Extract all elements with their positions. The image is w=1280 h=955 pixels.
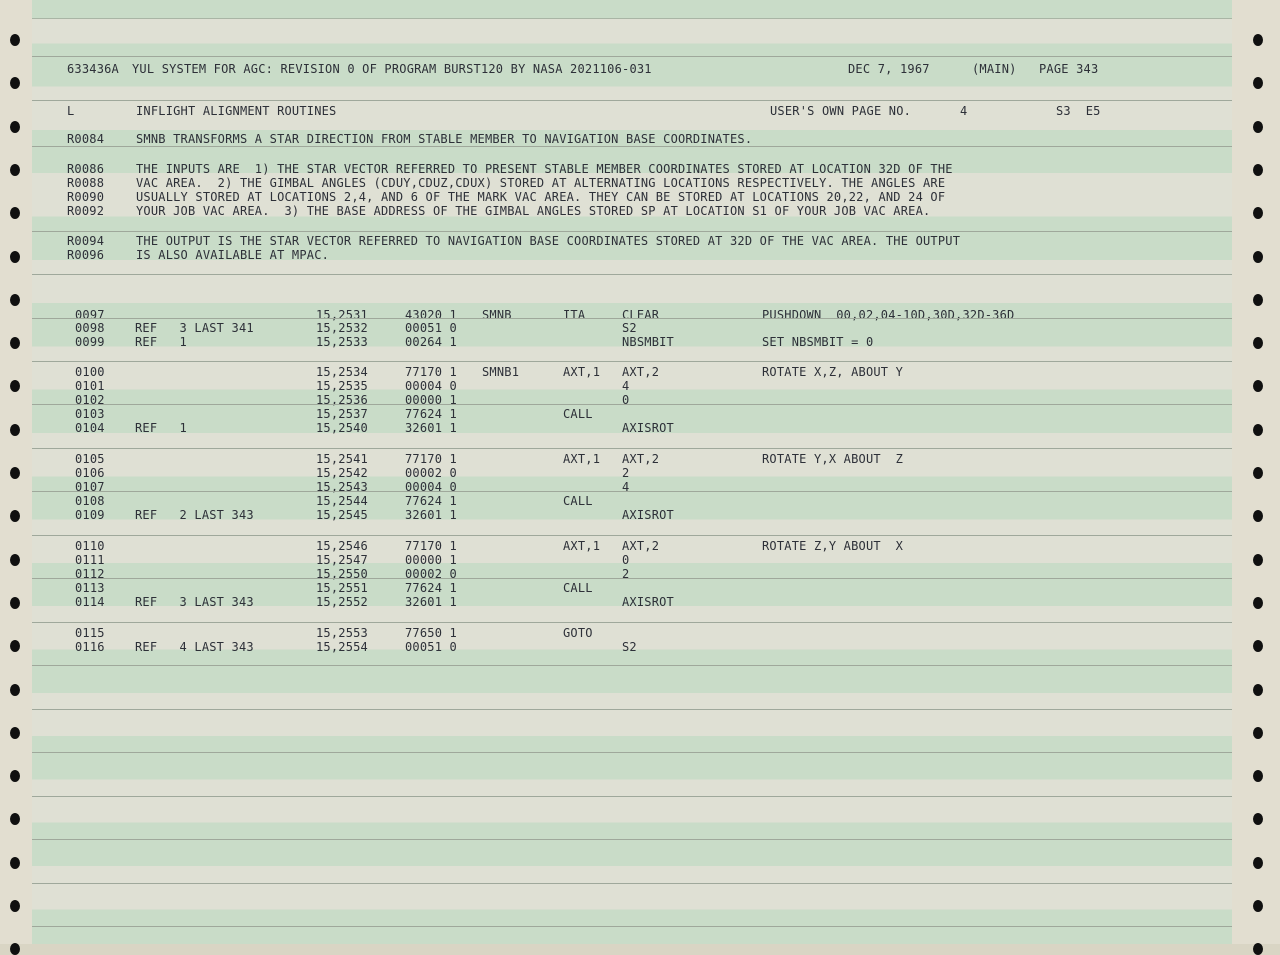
opcode: AXT,1 bbox=[563, 452, 601, 466]
line-number: 0116 bbox=[75, 640, 105, 654]
log-flag: L bbox=[67, 104, 75, 118]
address: 15,2546 bbox=[316, 539, 368, 553]
form-ruling bbox=[32, 448, 1232, 449]
form-ruling bbox=[32, 578, 1232, 579]
printout-page bbox=[32, 0, 1232, 944]
line-number: 0103 bbox=[75, 407, 105, 421]
remark-text: SMNB TRANSFORMS A STAR DIRECTION FROM STABLE MEMBER TO NAVIGATION BASE COORDINATES. bbox=[136, 132, 753, 146]
remark-text: VAC AREA. 2) THE GIMBAL ANGLES (CDUY,CDUZ,CDUX) STORED AT ALTERNATING LOCATIONS RESPECTIVELY. THE ANGLES ARE bbox=[136, 176, 946, 190]
octal-word: 00000 1 bbox=[405, 393, 457, 407]
tractor-hole bbox=[1253, 597, 1263, 609]
octal-word: 77624 1 bbox=[405, 494, 457, 508]
operand: 0 bbox=[622, 553, 630, 567]
remark-number: R0090 bbox=[67, 190, 105, 204]
opcode: CALL bbox=[563, 494, 593, 508]
form-ruling bbox=[32, 404, 1232, 405]
remark-text: YOUR JOB VAC AREA. 3) THE BASE ADDRESS OF THE GIMBAL ANGLES STORED SP AT LOCATION S1 OF YOUR JOB VAC AREA. bbox=[136, 204, 931, 218]
ref-note: REF 2 LAST 343 bbox=[135, 508, 254, 522]
line-number: 0112 bbox=[75, 567, 105, 581]
opcode: AXT,1 bbox=[563, 365, 601, 379]
octal-word: 77170 1 bbox=[405, 539, 457, 553]
address: 15,2534 bbox=[316, 365, 368, 379]
address: 15,2531 bbox=[316, 308, 368, 322]
line-number: 0109 bbox=[75, 508, 105, 522]
tractor-hole bbox=[1253, 943, 1263, 955]
octal-word: 00004 0 bbox=[405, 480, 457, 494]
tractor-hole bbox=[10, 164, 20, 176]
system-line: YUL SYSTEM FOR AGC: REVISION 0 OF PROGRAM BURST120 BY NASA 2021106-031 bbox=[132, 62, 652, 76]
operand: AXT,2 bbox=[622, 539, 660, 553]
tractor-hole bbox=[1253, 424, 1263, 436]
form-ruling bbox=[32, 231, 1232, 232]
tractor-hole bbox=[1253, 121, 1263, 133]
line-number: 0110 bbox=[75, 539, 105, 553]
operand: AXISROT bbox=[622, 421, 674, 435]
tractor-hole bbox=[10, 121, 20, 133]
address: 15,2550 bbox=[316, 567, 368, 581]
tractor-hole bbox=[1253, 684, 1263, 696]
octal-word: 77624 1 bbox=[405, 581, 457, 595]
tractor-hole bbox=[10, 294, 20, 306]
remark-text: USUALLY STORED AT LOCATIONS 2,4, AND 6 OF THE MARK VAC AREA. THEY CAN BE STORED AT LOCATIONS 20,22, AND 24 OF bbox=[136, 190, 946, 204]
octal-word: 00051 0 bbox=[405, 640, 457, 654]
tractor-hole bbox=[10, 900, 20, 912]
line-number: 0100 bbox=[75, 365, 105, 379]
ref-note: REF 1 bbox=[135, 421, 187, 435]
remark-text: IS ALSO AVAILABLE AT MPAC. bbox=[136, 248, 330, 262]
line-number: 0106 bbox=[75, 466, 105, 480]
tractor-hole bbox=[10, 337, 20, 349]
listing-date: DEC 7, 1967 bbox=[848, 62, 930, 76]
remark-number: R0094 bbox=[67, 234, 105, 248]
tractor-hole bbox=[1253, 770, 1263, 782]
tractor-hole bbox=[10, 684, 20, 696]
octal-word: 00002 0 bbox=[405, 466, 457, 480]
address: 15,2532 bbox=[316, 321, 368, 335]
address: 15,2536 bbox=[316, 393, 368, 407]
listing-section: (MAIN) bbox=[972, 62, 1017, 76]
comment: SET NBSMBIT = 0 bbox=[762, 335, 874, 349]
operand: AXISROT bbox=[622, 508, 674, 522]
operand: CLEAR bbox=[622, 308, 660, 322]
line-number: 0111 bbox=[75, 553, 105, 567]
octal-word: 00264 1 bbox=[405, 335, 457, 349]
operand: 4 bbox=[622, 480, 630, 494]
tractor-hole bbox=[10, 597, 20, 609]
opcode: CALL bbox=[563, 581, 593, 595]
form-ruling bbox=[32, 56, 1232, 57]
ref-note: REF 3 LAST 343 bbox=[135, 595, 254, 609]
label: SMNB bbox=[482, 308, 512, 322]
operand: NBSMBIT bbox=[622, 335, 674, 349]
ref-note: REF 3 LAST 341 bbox=[135, 321, 254, 335]
line-number: 0105 bbox=[75, 452, 105, 466]
tractor-hole bbox=[1253, 467, 1263, 479]
address: 15,2533 bbox=[316, 335, 368, 349]
operand: AXT,2 bbox=[622, 452, 660, 466]
line-number: 0097 bbox=[75, 308, 105, 322]
form-ruling bbox=[32, 665, 1232, 666]
comment: ROTATE Y,X ABOUT Z bbox=[762, 452, 904, 466]
page-number: PAGE 343 bbox=[1039, 62, 1099, 76]
opcode: AXT,1 bbox=[563, 539, 601, 553]
octal-word: 32601 1 bbox=[405, 421, 457, 435]
section-title: INFLIGHT ALIGNMENT ROUTINES bbox=[136, 104, 337, 118]
users-page-label: USER'S OWN PAGE NO. bbox=[770, 104, 912, 118]
octal-word: 77624 1 bbox=[405, 407, 457, 421]
address: 15,2553 bbox=[316, 626, 368, 640]
operand: 2 bbox=[622, 466, 630, 480]
tractor-hole bbox=[1253, 337, 1263, 349]
form-ruling bbox=[32, 926, 1232, 927]
tractor-hole bbox=[10, 943, 20, 955]
address: 15,2554 bbox=[316, 640, 368, 654]
form-ruling bbox=[32, 752, 1232, 753]
address: 15,2551 bbox=[316, 581, 368, 595]
tractor-hole bbox=[1253, 727, 1263, 739]
remark-number: R0086 bbox=[67, 162, 105, 176]
octal-word: 77170 1 bbox=[405, 452, 457, 466]
operand: 2 bbox=[622, 567, 630, 581]
tractor-hole bbox=[1253, 164, 1263, 176]
form-ruling bbox=[32, 100, 1232, 101]
line-number: 0101 bbox=[75, 379, 105, 393]
comment: ROTATE Z,Y ABOUT X bbox=[762, 539, 904, 553]
tractor-hole bbox=[10, 770, 20, 782]
octal-word: 00004 0 bbox=[405, 379, 457, 393]
form-ruling bbox=[32, 839, 1232, 840]
operand: AXT,2 bbox=[622, 365, 660, 379]
address: 15,2537 bbox=[316, 407, 368, 421]
tractor-hole bbox=[1253, 857, 1263, 869]
remark-number: R0084 bbox=[67, 132, 105, 146]
line-number: 0115 bbox=[75, 626, 105, 640]
tractor-hole bbox=[10, 34, 20, 46]
octal-word: 43020 1 bbox=[405, 308, 457, 322]
tractor-hole bbox=[10, 424, 20, 436]
address: 15,2544 bbox=[316, 494, 368, 508]
tractor-hole bbox=[10, 467, 20, 479]
remark-text: THE INPUTS ARE 1) THE STAR VECTOR REFERRED TO PRESENT STABLE MEMBER COORDINATES STORED AT LOCATION 32D OF THE bbox=[136, 162, 953, 176]
tractor-hole bbox=[10, 727, 20, 739]
comment: ROTATE X,Z, ABOUT Y bbox=[762, 365, 904, 379]
form-ruling bbox=[32, 146, 1232, 147]
remark-number: R0096 bbox=[67, 248, 105, 262]
tractor-hole bbox=[1253, 251, 1263, 263]
octal-word: 77170 1 bbox=[405, 365, 457, 379]
line-number: 0104 bbox=[75, 421, 105, 435]
form-ruling bbox=[32, 274, 1232, 275]
ref-note: REF 4 LAST 343 bbox=[135, 640, 254, 654]
label: SMNB1 bbox=[482, 365, 520, 379]
octal-word: 77650 1 bbox=[405, 626, 457, 640]
remark-text: THE OUTPUT IS THE STAR VECTOR REFERRED TO NAVIGATION BASE COORDINATES STORED AT 32D OF THE VAC AREA. THE OUTPUT bbox=[136, 234, 961, 248]
remark-number: R0088 bbox=[67, 176, 105, 190]
tractor-hole bbox=[1253, 34, 1263, 46]
tractor-hole bbox=[10, 251, 20, 263]
form-ruling bbox=[32, 535, 1232, 536]
form-ruling bbox=[32, 622, 1232, 623]
address: 15,2552 bbox=[316, 595, 368, 609]
users-page-number: 4 bbox=[960, 104, 968, 118]
address: 15,2541 bbox=[316, 452, 368, 466]
tractor-hole bbox=[10, 554, 20, 566]
octal-word: 00000 1 bbox=[405, 553, 457, 567]
tractor-hole bbox=[1253, 554, 1263, 566]
opcode: GOTO bbox=[563, 626, 593, 640]
opcode: ITA bbox=[563, 308, 586, 322]
line-number: 0108 bbox=[75, 494, 105, 508]
page-codes: S3 E5 bbox=[1056, 104, 1101, 118]
tractor-hole bbox=[1253, 294, 1263, 306]
form-ruling bbox=[32, 361, 1232, 362]
address: 15,2535 bbox=[316, 379, 368, 393]
operand: AXISROT bbox=[622, 595, 674, 609]
form-ruling bbox=[32, 796, 1232, 797]
line-number: 0099 bbox=[75, 335, 105, 349]
form-ruling bbox=[32, 883, 1232, 884]
octal-word: 32601 1 bbox=[405, 595, 457, 609]
operand: 4 bbox=[622, 379, 630, 393]
address: 15,2547 bbox=[316, 553, 368, 567]
line-number: 0114 bbox=[75, 595, 105, 609]
tractor-hole bbox=[10, 857, 20, 869]
form-ruling bbox=[32, 491, 1232, 492]
octal-word: 00002 0 bbox=[405, 567, 457, 581]
tractor-hole bbox=[1253, 900, 1263, 912]
address: 15,2545 bbox=[316, 508, 368, 522]
operand: S2 bbox=[622, 640, 637, 654]
octal-word: 00051 0 bbox=[405, 321, 457, 335]
operand: 0 bbox=[622, 393, 630, 407]
line-number: 0113 bbox=[75, 581, 105, 595]
operand: S2 bbox=[622, 321, 637, 335]
form-ruling bbox=[32, 318, 1232, 319]
line-number: 0102 bbox=[75, 393, 105, 407]
address: 15,2542 bbox=[316, 466, 368, 480]
form-ruling bbox=[32, 709, 1232, 710]
address: 15,2540 bbox=[316, 421, 368, 435]
job-id: 633436A bbox=[67, 62, 119, 76]
address: 15,2543 bbox=[316, 480, 368, 494]
comment: PUSHDOWN 00,02,04-10D,30D,32D-36D bbox=[762, 308, 1015, 322]
line-number: 0098 bbox=[75, 321, 105, 335]
opcode: CALL bbox=[563, 407, 593, 421]
line-number: 0107 bbox=[75, 480, 105, 494]
ref-note: REF 1 bbox=[135, 335, 187, 349]
top-band bbox=[32, 0, 1232, 19]
octal-word: 32601 1 bbox=[405, 508, 457, 522]
remark-number: R0092 bbox=[67, 204, 105, 218]
